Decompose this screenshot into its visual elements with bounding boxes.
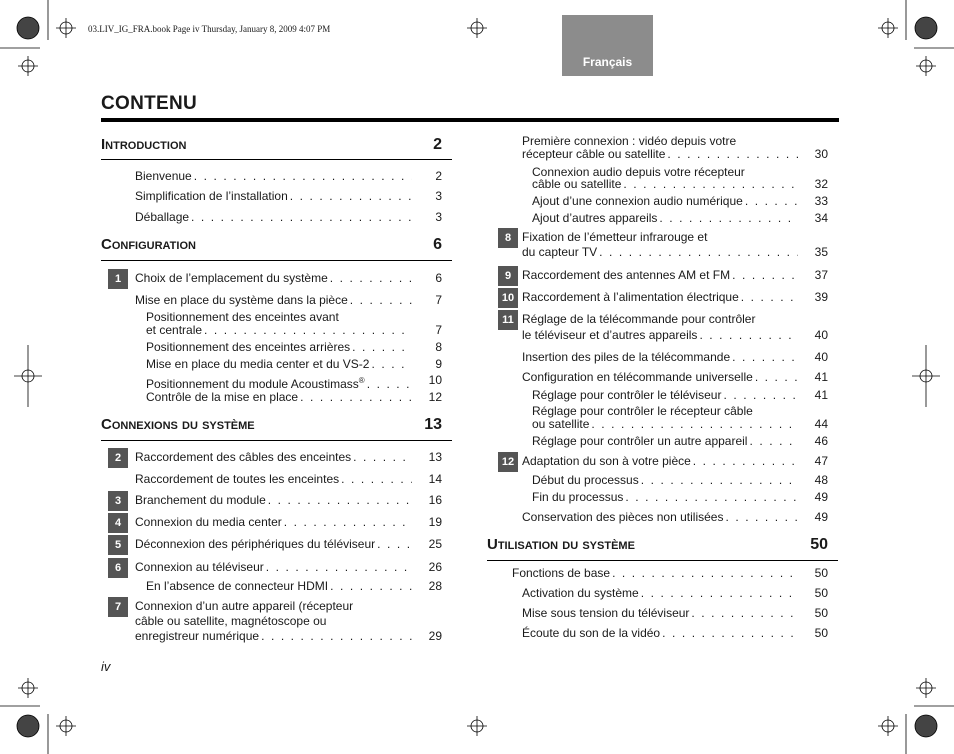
toc-entry[interactable] (532, 490, 798, 505)
entry-page: 35 (814, 245, 828, 259)
page-title: CONTENU (101, 93, 198, 114)
step-badge: 2 (108, 448, 128, 468)
step-badge: 11 (498, 310, 518, 330)
step-badge: 9 (498, 266, 518, 286)
entry-page: 50 (814, 606, 828, 620)
leader-dots (328, 579, 412, 594)
toc-entry[interactable] (522, 245, 798, 260)
leader-dots (192, 169, 412, 184)
entry-label: Insertion des piles de la télécommande (522, 350, 731, 364)
section-configuration[interactable] (101, 236, 442, 254)
entry-page: 47 (814, 454, 828, 468)
step-badge: 10 (498, 288, 518, 308)
entry-page: 49 (814, 510, 828, 524)
toc-entry[interactable] (135, 493, 412, 508)
leader-dots (730, 268, 798, 283)
leader-dots (189, 210, 412, 225)
step-badge: 6 (108, 558, 128, 578)
entry-label: Bienvenue (135, 169, 192, 183)
registered-mark: ® (358, 376, 365, 385)
leader-dots (264, 560, 412, 575)
toc-entry-line1[interactable]: Positionnement des enceintes avant (146, 310, 339, 324)
entry-label: Branchement du module (135, 493, 266, 507)
toc-entry[interactable] (522, 147, 798, 162)
entry-label: Mise en place du media center et du VS-2 (146, 357, 370, 371)
toc-entry[interactable] (135, 472, 412, 487)
entry-page: 34 (814, 211, 828, 225)
leader-dots (288, 189, 412, 204)
section-page: 2 (433, 136, 442, 153)
entry-label: Raccordement des câbles des enceintes (135, 450, 352, 464)
entry-page: 39 (814, 290, 828, 304)
leader-dots (739, 290, 798, 305)
toc-entry[interactable] (522, 268, 798, 283)
entry-label: Configuration en télécommande universelle (522, 370, 753, 384)
toc-entry[interactable] (532, 194, 798, 209)
entry-page: 26 (428, 560, 442, 574)
entry-label: En l’absence de connecteur HDMI (146, 579, 329, 593)
entry-page: 16 (428, 493, 442, 507)
section-rule (101, 260, 452, 261)
leader-dots (339, 472, 412, 487)
step-badge: 5 (108, 535, 128, 555)
toc-entry[interactable] (522, 350, 798, 365)
toc-entry[interactable] (135, 629, 412, 644)
entry-page: 41 (814, 388, 828, 402)
entry-page: 7 (435, 323, 442, 337)
toc-entry[interactable] (512, 566, 798, 581)
step-badge: 3 (108, 491, 128, 511)
entry-label: Ajout d’une connexion audio numérique (532, 194, 743, 208)
leader-dots (610, 566, 798, 581)
entry-page: 40 (814, 328, 828, 342)
leader-dots (328, 271, 412, 286)
step-badge: 7 (108, 597, 128, 617)
entry-label: Fin du processus (532, 490, 624, 504)
leader-dots (689, 606, 798, 621)
entry-page: 14 (428, 472, 442, 486)
toc-entry-line1[interactable]: Connexion d’un autre appareil (récepteur (135, 599, 354, 613)
leader-dots (621, 177, 798, 192)
toc-entry[interactable] (522, 626, 798, 641)
step-badge: 8 (498, 228, 518, 248)
entry-label: Contrôle de la mise en place (146, 390, 299, 404)
entry-page: 10 (428, 373, 442, 387)
toc-entry[interactable] (532, 211, 798, 226)
language-tab (562, 15, 653, 76)
entry-page: 13 (428, 450, 442, 464)
print-file-info: 03.LIV_IG_FRA.book Page iv Thursday, January 8, 2009 4:07 PM (88, 24, 331, 34)
leader-dots (723, 510, 798, 525)
entry-page: 40 (814, 350, 828, 364)
entry-page: 25 (428, 537, 442, 551)
section-title: Utilisation du système (487, 536, 635, 553)
toc-entry-line1[interactable]: Réglage de la télécommande pour contrôler (522, 312, 756, 326)
entry-page: 2 (435, 169, 442, 183)
leader-dots (348, 293, 412, 308)
entry-label: Conservation des pièces non utilisées (522, 510, 724, 524)
entry-label: Fonctions de base (512, 566, 611, 580)
toc-entry[interactable] (135, 169, 412, 184)
toc-entry[interactable] (522, 328, 798, 343)
leader-dots (697, 328, 798, 343)
leader-dots (202, 323, 412, 338)
entry-page: 19 (428, 515, 442, 529)
section-rule (101, 440, 452, 441)
entry-label: ou satellite (532, 417, 590, 431)
toc-entry-line1[interactable]: Connexion audio depuis votre récepteur (532, 165, 745, 179)
entry-label: Mise en place du système dans la pièce (135, 293, 348, 307)
entry-label-text: Positionnement du module Acoustimass (146, 377, 359, 391)
leader-dots (639, 473, 798, 488)
leader-dots (753, 370, 798, 385)
toc-entry[interactable] (135, 537, 412, 552)
leader-dots (747, 434, 798, 449)
toc-entry[interactable] (135, 515, 412, 530)
entry-page: 6 (435, 271, 442, 285)
language-tab-label: Français (582, 55, 633, 69)
entry-label: Choix de l’emplacement du système (135, 271, 328, 285)
entry-label: Simplification de l’installation (135, 189, 288, 203)
entry-page: 3 (435, 189, 442, 203)
entry-page: 32 (814, 177, 828, 191)
step-badge: 1 (108, 269, 128, 289)
leader-dots (266, 493, 412, 508)
entry-page: 28 (428, 579, 442, 593)
entry-label: Déballage (135, 210, 190, 224)
entry-page: 50 (814, 626, 828, 640)
entry-page: 41 (814, 370, 828, 384)
toc-entry-line1[interactable]: Réglage pour contrôler le récepteur câble (532, 404, 753, 418)
leader-dots (282, 515, 412, 530)
leader-dots (691, 454, 798, 469)
entry-page: 48 (814, 473, 828, 487)
section-connexions[interactable] (101, 416, 442, 434)
toc-entry[interactable] (146, 390, 412, 405)
toc-entry[interactable] (532, 388, 798, 403)
entry-label: Positionnement des enceintes arrières (146, 340, 351, 354)
leader-dots (721, 388, 798, 403)
entry-page: 49 (814, 490, 828, 504)
entry-label: Réglage pour contrôler le téléviseur (532, 388, 722, 402)
entry-label: enregistreur numérique (135, 629, 260, 643)
leader-dots (597, 245, 798, 260)
leader-dots (350, 340, 412, 355)
leader-dots (259, 629, 412, 644)
toc-entry[interactable] (532, 177, 798, 192)
entry-page: 12 (428, 390, 442, 404)
entry-label: Début du processus (532, 473, 639, 487)
entry-page: 50 (814, 566, 828, 580)
leader-dots (660, 626, 798, 641)
page-folio: iv (101, 659, 111, 674)
leader-dots (351, 450, 412, 465)
entry-label: et centrale (146, 323, 203, 337)
section-page: 13 (424, 416, 442, 433)
section-rule (101, 159, 452, 160)
entry-page: 33 (814, 194, 828, 208)
entry-page: 8 (435, 340, 442, 354)
toc-entry[interactable] (135, 450, 412, 465)
entry-page: 3 (435, 210, 442, 224)
toc-entry[interactable] (146, 357, 412, 372)
toc-entry[interactable] (135, 271, 412, 286)
toc-entry-line2[interactable]: câble ou satellite, magnétoscope ou (135, 614, 327, 628)
entry-label: le téléviseur et d’autres appareils (522, 328, 698, 342)
entry-label: Connexion du media center (135, 515, 282, 529)
entry-label: Réglage pour contrôler un autre appareil (532, 434, 748, 448)
toc-entry[interactable] (146, 340, 412, 355)
toc-entry[interactable] (135, 560, 412, 575)
entry-label: câble ou satellite (532, 177, 622, 191)
toc-entry[interactable] (146, 579, 412, 594)
leader-dots (589, 417, 798, 432)
entry-page: 30 (814, 147, 828, 161)
section-rule (487, 560, 838, 561)
toc-entry[interactable] (135, 210, 412, 225)
section-page: 6 (433, 236, 442, 253)
toc-entry[interactable] (522, 606, 798, 621)
entry-page: 50 (814, 586, 828, 600)
leader-dots (298, 390, 412, 405)
entry-label: Mise sous tension du téléviseur (522, 606, 690, 620)
entry-page: 9 (435, 357, 442, 371)
entry-page: 44 (814, 417, 828, 431)
leader-dots (743, 194, 798, 209)
step-badge: 4 (108, 513, 128, 533)
entry-label: Raccordement des antennes AM et FM (522, 268, 731, 282)
entry-label: Ajout d’autres appareils (532, 211, 658, 225)
toc-entry-line1[interactable]: Fixation de l’émetteur infrarouge et (522, 230, 708, 244)
leader-dots (375, 537, 412, 552)
toc-entry-line1[interactable]: Première connexion : vidéo depuis votre (522, 134, 737, 148)
section-utilisation[interactable] (487, 536, 828, 554)
entry-page: 37 (814, 268, 828, 282)
entry-label: Déconnexion des périphériques du téléviseur (135, 537, 376, 551)
leader-dots (730, 350, 798, 365)
entry-label: Raccordement à l’alimentation électrique (522, 290, 739, 304)
leader-dots (369, 357, 412, 372)
toc-entry[interactable] (146, 323, 412, 338)
leader-dots (665, 147, 798, 162)
toc-entry[interactable] (522, 586, 798, 601)
entry-label: Activation du système (522, 586, 639, 600)
leader-dots (623, 490, 798, 505)
entry-page: 7 (435, 293, 442, 307)
section-introduction[interactable] (101, 136, 442, 154)
toc-entry[interactable] (522, 454, 798, 469)
title-rule (101, 118, 839, 122)
toc-entry[interactable] (522, 290, 798, 305)
toc-entry[interactable] (532, 434, 798, 449)
section-title: Introduction (101, 136, 187, 153)
entry-label: Écoute du son de la vidéo (522, 626, 661, 640)
entry-label: Connexion au téléviseur (135, 560, 264, 574)
section-title: Connexions du système (101, 416, 255, 433)
toc-entry[interactable] (522, 510, 798, 525)
entry-label: récepteur câble ou satellite (522, 147, 666, 161)
toc-entry[interactable] (135, 293, 412, 308)
toc-entry[interactable] (532, 473, 798, 488)
leader-dots (657, 211, 798, 226)
entry-page: 46 (814, 434, 828, 448)
toc-entry[interactable] (135, 189, 412, 204)
entry-label: du capteur TV (522, 245, 598, 259)
toc-entry[interactable] (532, 417, 798, 432)
toc-entry[interactable] (522, 370, 798, 385)
entry-label: Raccordement de toutes les enceintes (135, 472, 340, 486)
section-title: Configuration (101, 236, 196, 253)
section-page: 50 (810, 536, 828, 553)
entry-label: Adaptation du son à votre pièce (522, 454, 691, 468)
step-badge: 12 (498, 452, 518, 472)
leader-dots (639, 586, 798, 601)
entry-page: 29 (428, 629, 442, 643)
